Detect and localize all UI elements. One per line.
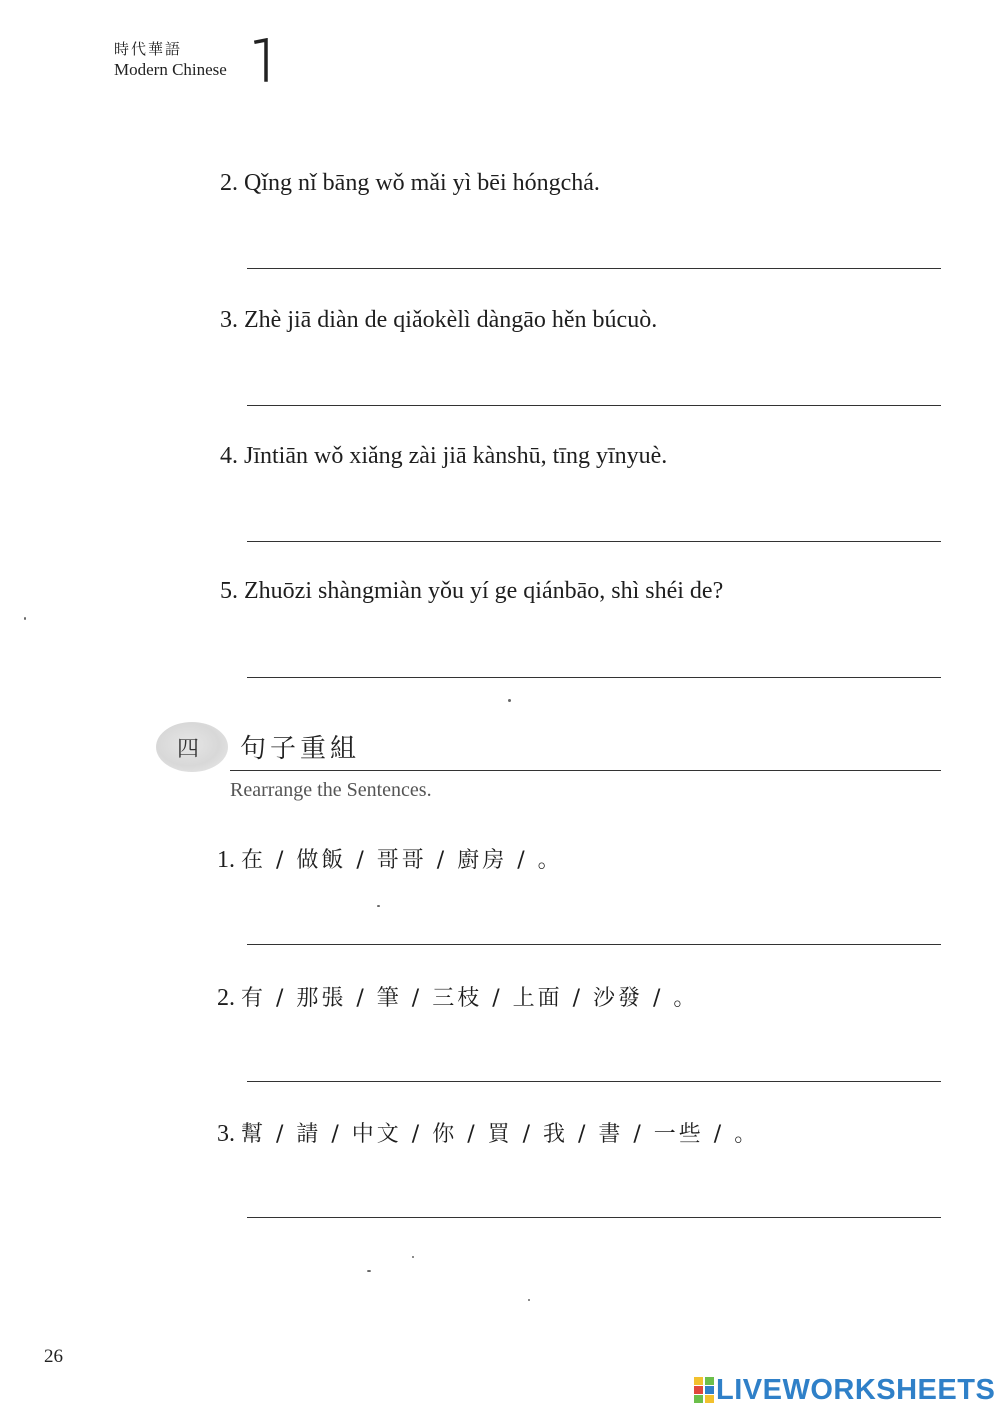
answer-line-rearrange-3[interactable]: [247, 1217, 941, 1218]
translation-item-3: [220, 307, 657, 334]
rearrange-item-3: [217, 1117, 759, 1148]
section-title-en: Rearrange the Sentences.: [230, 779, 432, 801]
item-text: 在 / 做飯 / 哥哥 / 廚房 / 。: [241, 848, 563, 873]
item-number: 2.: [220, 170, 238, 196]
scan-speck: [412, 1256, 414, 1258]
page-number: 26: [44, 1346, 63, 1367]
item-number: 1.: [217, 847, 235, 873]
answer-line-rearrange-2[interactable]: [247, 1081, 941, 1082]
brand-name: LIVEWORKSHEETS: [716, 1373, 996, 1406]
answer-line-rearrange-1[interactable]: [247, 944, 941, 945]
liveworksheets-logo-icon: [694, 1377, 714, 1403]
item-text: 幫 / 請 / 中文 / 你 / 買 / 我 / 書 / 一些 / 。: [241, 1122, 760, 1147]
item-number: 4.: [220, 443, 238, 469]
volume-number-1: [252, 38, 280, 82]
answer-line-translation-5[interactable]: [247, 677, 941, 678]
answer-line-translation-3[interactable]: [247, 405, 941, 406]
section-divider: [230, 770, 941, 771]
item-number: 3.: [217, 1121, 235, 1147]
book-title-en: Modern Chinese: [114, 60, 227, 79]
item-text: Zhè jiā diàn de qiǎokèlì dàngāo hěn búcuò.: [244, 307, 658, 333]
scan-speck: [528, 1299, 530, 1301]
answer-line-translation-4[interactable]: [247, 541, 941, 542]
book-header: [114, 38, 274, 83]
item-text: Zhuōzi shàngmiàn yǒu yí ge qiánbāo, shì shéi de?: [244, 578, 724, 604]
translation-item-4: [220, 443, 667, 470]
translation-item-2: [220, 170, 600, 197]
item-text: 有 / 那張 / 筆 / 三枝 / 上面 / 沙發 / 。: [241, 986, 699, 1011]
item-number: 5.: [220, 578, 238, 604]
item-text: Qǐng nǐ bāng wǒ mǎi yì bēi hóngchá.: [244, 170, 600, 196]
rearrange-item-1: [217, 843, 563, 874]
section-title-zh: 句子重組: [240, 734, 361, 764]
translation-item-5: [220, 578, 723, 605]
item-number: 2.: [217, 985, 235, 1011]
scan-speck: [508, 699, 511, 702]
liveworksheets-brand[interactable]: [694, 1374, 995, 1406]
scan-speck: [24, 617, 26, 620]
scan-speck: [367, 1270, 371, 1272]
item-text: Jīntiān wǒ xiǎng zài jiā kànshū, tīng yīnyuè.: [244, 443, 668, 469]
section-badge-number: 四: [177, 737, 200, 762]
rearrange-item-2: [217, 981, 698, 1012]
item-number: 3.: [220, 307, 238, 333]
answer-line-translation-2[interactable]: [247, 268, 941, 269]
scan-speck: [377, 905, 380, 907]
book-title-zh: 時代華語: [114, 40, 183, 58]
